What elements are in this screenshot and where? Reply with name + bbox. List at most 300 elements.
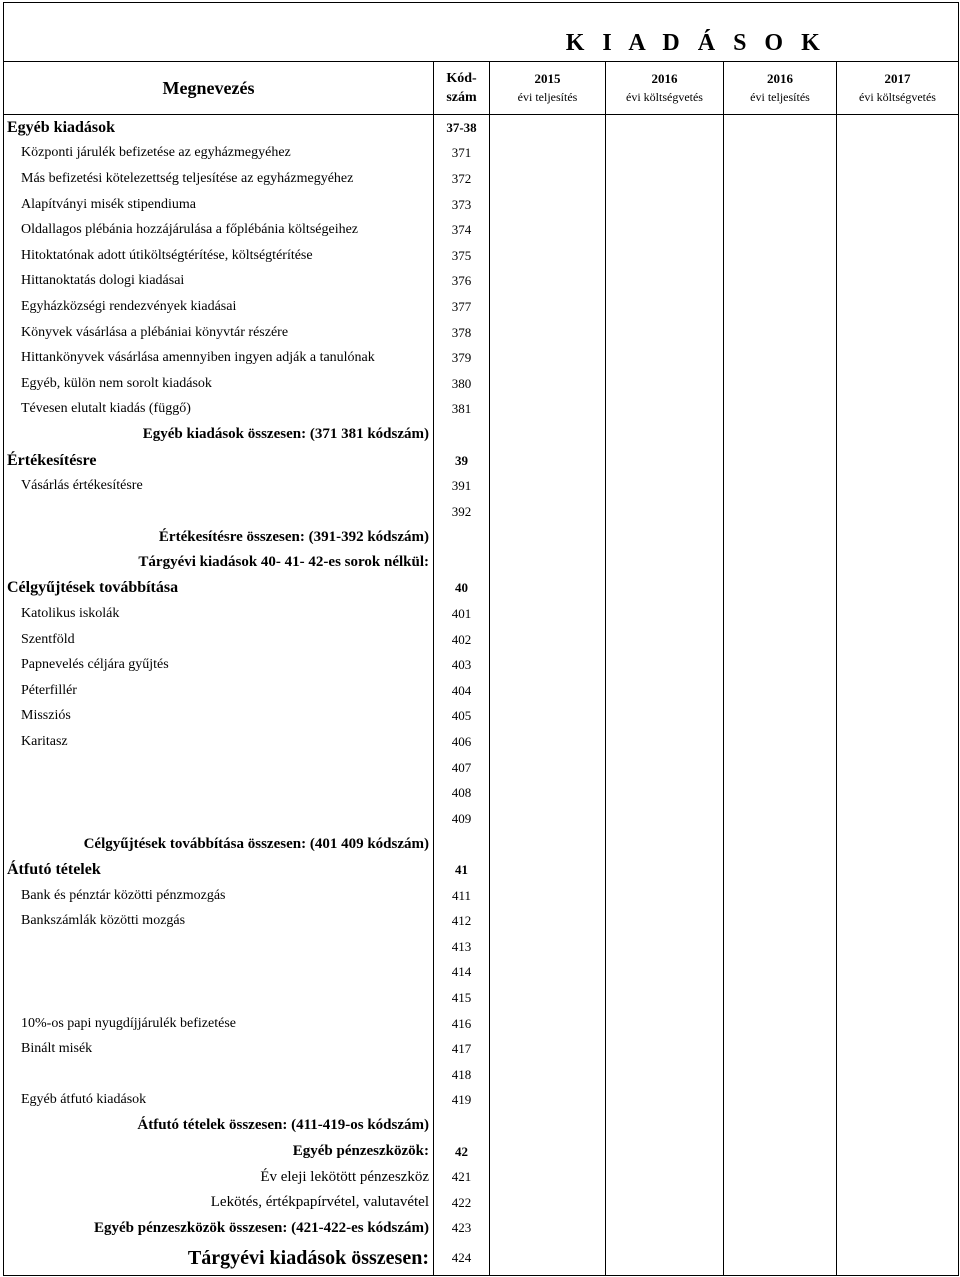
value-cell[interactable] [490, 1036, 606, 1062]
value-cell[interactable] [724, 1113, 837, 1139]
section-row [4, 857, 959, 883]
table-row [4, 473, 959, 499]
row-label: Egyéb, külön nem sorolt kiadások [4, 371, 434, 397]
value-cell[interactable] [606, 397, 724, 423]
value-cell[interactable] [837, 627, 959, 653]
value-cell[interactable] [724, 141, 837, 167]
row-label [4, 499, 434, 525]
value-cell[interactable] [837, 857, 959, 883]
value-cell[interactable] [606, 448, 724, 474]
total-row [4, 422, 959, 448]
row-label: Missziós [4, 704, 434, 730]
code-cell: 392 [434, 499, 490, 525]
row-label: Karitasz [4, 729, 434, 755]
value-cell[interactable] [490, 294, 606, 320]
code-cell: 409 [434, 806, 490, 832]
row-label [4, 985, 434, 1011]
column-year: 2015 [534, 71, 561, 86]
value-cell[interactable] [724, 908, 837, 934]
code-cell: 377 [434, 294, 490, 320]
expenses-table [3, 2, 959, 1276]
value-cell[interactable] [606, 1164, 724, 1190]
table-row [4, 780, 959, 806]
row-label: Egyéb átfutó kiadások [4, 1088, 434, 1114]
value-cell[interactable] [837, 729, 959, 755]
value-cell[interactable] [490, 1011, 606, 1037]
value-cell[interactable] [837, 499, 959, 525]
table-row [4, 192, 959, 218]
value-cell[interactable] [724, 550, 837, 576]
value-cell[interactable] [837, 320, 959, 346]
value-cell[interactable] [490, 960, 606, 986]
value-cell[interactable] [724, 1088, 837, 1114]
value-cell[interactable] [724, 473, 837, 499]
row-label: Vásárlás értékesítésre [4, 473, 434, 499]
value-cell[interactable] [837, 678, 959, 704]
value-cell[interactable] [837, 217, 959, 243]
value-cell[interactable] [606, 1088, 724, 1114]
code-cell: 421 [434, 1164, 490, 1190]
code-cell: 408 [434, 780, 490, 806]
value-cell[interactable] [837, 601, 959, 627]
section-row [4, 448, 959, 474]
code-cell: 407 [434, 755, 490, 781]
value-cell[interactable] [837, 960, 959, 986]
value-cell[interactable] [606, 320, 724, 346]
section-row [4, 576, 959, 602]
row-label: Könyvek vásárlása a plébániai könyvtár részére [4, 320, 434, 346]
table-row [4, 294, 959, 320]
value-cell[interactable] [837, 166, 959, 192]
value-cell[interactable] [490, 985, 606, 1011]
value-cell[interactable] [724, 397, 837, 423]
title-row [4, 3, 959, 62]
row-label: Papnevelés céljára gyűjtés [4, 652, 434, 678]
value-cell[interactable] [490, 780, 606, 806]
value-cell[interactable] [606, 704, 724, 730]
code-cell: 418 [434, 1062, 490, 1088]
value-cell[interactable] [490, 704, 606, 730]
value-cell[interactable] [724, 243, 837, 269]
value-cell[interactable] [606, 960, 724, 986]
code-cell: 405 [434, 704, 490, 730]
value-cell[interactable] [724, 320, 837, 346]
row-label: Központi járulék befizetése az egyházmegyéhez [4, 141, 434, 167]
code-cell: 37-38 [434, 115, 490, 141]
value-cell[interactable] [606, 269, 724, 295]
value-cell[interactable] [490, 243, 606, 269]
value-cell[interactable] [724, 1062, 837, 1088]
value-cell[interactable] [606, 1113, 724, 1139]
value-cell[interactable] [724, 934, 837, 960]
value-cell[interactable] [490, 371, 606, 397]
value-cell[interactable] [724, 627, 837, 653]
value-cell[interactable] [724, 1011, 837, 1037]
value-cell[interactable] [724, 780, 837, 806]
value-cell[interactable] [837, 755, 959, 781]
table-row [4, 729, 959, 755]
column-label: évi teljesítés [517, 90, 578, 104]
row-label: 10%-os papi nyugdíjjárulék befizetése [4, 1011, 434, 1037]
value-cell[interactable] [837, 1036, 959, 1062]
value-cell[interactable] [606, 345, 724, 371]
value-cell[interactable] [606, 652, 724, 678]
value-cell[interactable] [490, 1113, 606, 1139]
section-title: Átfutó tételek [4, 857, 434, 883]
value-cell[interactable] [490, 1216, 606, 1242]
value-cell[interactable] [490, 678, 606, 704]
table-row [4, 627, 959, 653]
value-cell[interactable] [490, 550, 606, 576]
code-cell: 423 [434, 1216, 490, 1242]
code-cell: 376 [434, 269, 490, 295]
value-cell[interactable] [490, 883, 606, 909]
column-header-2017-budget [837, 62, 959, 115]
table-row [4, 1011, 959, 1037]
value-cell[interactable] [490, 115, 606, 141]
table-row [4, 883, 959, 909]
table-row [4, 908, 959, 934]
table-row [4, 243, 959, 269]
value-cell[interactable] [606, 166, 724, 192]
code-cell: 375 [434, 243, 490, 269]
value-cell[interactable] [606, 473, 724, 499]
value-cell[interactable] [837, 832, 959, 858]
row-label: Hittanoktatás dologi kiadásai [4, 269, 434, 295]
value-cell[interactable] [606, 601, 724, 627]
value-cell[interactable] [490, 448, 606, 474]
row-label: Oldallagos plébánia hozzájárulása a főplébánia költségeihez [4, 217, 434, 243]
value-cell[interactable] [606, 371, 724, 397]
value-cell[interactable] [837, 473, 959, 499]
code-cell: 406 [434, 729, 490, 755]
value-cell[interactable] [724, 166, 837, 192]
value-cell[interactable] [606, 1190, 724, 1216]
code-header-line2: szám [446, 90, 477, 105]
value-cell[interactable] [837, 550, 959, 576]
value-cell[interactable] [724, 704, 837, 730]
code-cell: 413 [434, 934, 490, 960]
row-label: Egyéb pénzeszközök összesen: (421-422-es kódszám) [4, 1216, 434, 1242]
value-cell[interactable] [606, 985, 724, 1011]
code-cell [434, 550, 490, 576]
row-label: Péterfillér [4, 678, 434, 704]
value-cell[interactable] [837, 345, 959, 371]
table-row [4, 141, 959, 167]
code-cell: 422 [434, 1190, 490, 1216]
value-cell[interactable] [837, 525, 959, 551]
code-cell: 404 [434, 678, 490, 704]
row-label: Tévesen elutalt kiadás (függő) [4, 397, 434, 423]
value-cell[interactable] [490, 576, 606, 602]
value-cell[interactable] [724, 115, 837, 141]
value-cell[interactable] [606, 1011, 724, 1037]
row-label: Katolikus iskolák [4, 601, 434, 627]
value-cell[interactable] [837, 576, 959, 602]
row-label [4, 806, 434, 832]
page-title: K I A D Á S O K [434, 3, 959, 62]
value-cell[interactable] [490, 217, 606, 243]
value-cell[interactable] [606, 294, 724, 320]
table-row [4, 1036, 959, 1062]
value-cell[interactable] [837, 652, 959, 678]
row-label: Hitoktatónak adott útiköltségtérítése, költségtérítése [4, 243, 434, 269]
value-cell[interactable] [606, 217, 724, 243]
value-cell[interactable] [837, 269, 959, 295]
value-cell[interactable] [837, 141, 959, 167]
table-row [4, 166, 959, 192]
code-cell: 380 [434, 371, 490, 397]
value-cell[interactable] [606, 832, 724, 858]
table-row [4, 806, 959, 832]
table-row [4, 1088, 959, 1114]
value-cell[interactable] [606, 678, 724, 704]
value-cell[interactable] [724, 345, 837, 371]
value-cell[interactable] [837, 1164, 959, 1190]
value-cell[interactable] [837, 192, 959, 218]
name-column-header: Megnevezés [4, 62, 434, 115]
value-cell[interactable] [606, 525, 724, 551]
value-cell[interactable] [490, 755, 606, 781]
value-cell[interactable] [837, 1241, 959, 1276]
value-cell[interactable] [837, 1216, 959, 1242]
header-row [4, 62, 959, 115]
value-cell[interactable] [837, 704, 959, 730]
table-row [4, 1062, 959, 1088]
value-cell[interactable] [490, 1088, 606, 1114]
code-cell: 402 [434, 627, 490, 653]
value-cell[interactable] [724, 832, 837, 858]
table-row [4, 371, 959, 397]
value-cell[interactable] [837, 397, 959, 423]
column-label: évi teljesítés [750, 90, 810, 104]
code-cell: 424 [434, 1241, 490, 1276]
value-cell[interactable] [724, 960, 837, 986]
code-cell: 378 [434, 320, 490, 346]
value-cell[interactable] [724, 755, 837, 781]
section-title: Értékesítésre [4, 448, 434, 474]
value-cell[interactable] [606, 192, 724, 218]
value-cell[interactable] [490, 857, 606, 883]
value-cell[interactable] [837, 1062, 959, 1088]
value-cell[interactable] [724, 857, 837, 883]
row-label: Értékesítésre összesen: (391-392 kódszám) [4, 525, 434, 551]
value-cell[interactable] [837, 883, 959, 909]
table-row [4, 1164, 959, 1190]
value-cell[interactable] [606, 883, 724, 909]
value-cell[interactable] [490, 141, 606, 167]
column-header-2016-actual [724, 62, 837, 115]
row-label: Átfutó tételek összesen: (411-419-os kódszám) [4, 1113, 434, 1139]
value-cell[interactable] [606, 806, 724, 832]
value-cell[interactable] [606, 1241, 724, 1276]
row-label: Lekötés, értékpapírvétel, valutavétel [4, 1190, 434, 1216]
code-cell: 42 [434, 1139, 490, 1165]
total-row [4, 550, 959, 576]
value-cell[interactable] [490, 934, 606, 960]
value-cell[interactable] [490, 166, 606, 192]
value-cell[interactable] [606, 243, 724, 269]
value-cell[interactable] [724, 678, 837, 704]
value-cell[interactable] [490, 1139, 606, 1165]
value-cell[interactable] [490, 397, 606, 423]
value-cell[interactable] [490, 192, 606, 218]
row-label [4, 780, 434, 806]
value-cell[interactable] [724, 985, 837, 1011]
value-cell[interactable] [606, 115, 724, 141]
value-cell[interactable] [606, 857, 724, 883]
value-cell[interactable] [724, 1139, 837, 1165]
value-cell[interactable] [724, 652, 837, 678]
value-cell[interactable] [724, 1241, 837, 1276]
row-label: Szentföld [4, 627, 434, 653]
table-row [4, 217, 959, 243]
value-cell[interactable] [724, 269, 837, 295]
value-cell[interactable] [837, 780, 959, 806]
value-cell[interactable] [724, 525, 837, 551]
code-cell: 416 [434, 1011, 490, 1037]
value-cell[interactable] [837, 1113, 959, 1139]
row-label: Hittankönyvek vásárlása amennyiben ingyen adják a tanulónak [4, 345, 434, 371]
value-cell[interactable] [724, 1164, 837, 1190]
value-cell[interactable] [490, 908, 606, 934]
value-cell[interactable] [606, 934, 724, 960]
value-cell[interactable] [724, 422, 837, 448]
column-label: évi költségvetés [626, 90, 703, 104]
value-cell[interactable] [724, 576, 837, 602]
table-row [4, 678, 959, 704]
value-cell[interactable] [837, 115, 959, 141]
value-cell[interactable] [724, 1216, 837, 1242]
code-header-line1: Kód- [446, 71, 477, 86]
value-cell[interactable] [606, 755, 724, 781]
code-cell [434, 832, 490, 858]
table-row [4, 269, 959, 295]
value-cell[interactable] [490, 601, 606, 627]
value-cell[interactable] [490, 422, 606, 448]
value-cell[interactable] [724, 294, 837, 320]
value-cell[interactable] [606, 1062, 724, 1088]
value-cell[interactable] [724, 448, 837, 474]
value-cell[interactable] [490, 627, 606, 653]
value-cell[interactable] [837, 371, 959, 397]
value-cell[interactable] [724, 192, 837, 218]
code-cell: 379 [434, 345, 490, 371]
value-cell[interactable] [606, 1036, 724, 1062]
value-cell[interactable] [837, 1011, 959, 1037]
value-cell[interactable] [606, 499, 724, 525]
value-cell[interactable] [724, 1036, 837, 1062]
value-cell[interactable] [837, 448, 959, 474]
value-cell[interactable] [606, 422, 724, 448]
row-label [4, 1062, 434, 1088]
value-cell[interactable] [490, 1062, 606, 1088]
value-cell[interactable] [606, 1216, 724, 1242]
value-cell[interactable] [606, 550, 724, 576]
value-cell[interactable] [490, 345, 606, 371]
row-label: Egyéb pénzeszközök: [4, 1139, 434, 1165]
value-cell[interactable] [490, 1241, 606, 1276]
value-cell[interactable] [490, 806, 606, 832]
row-label: Tárgyévi kiadások összesen: [4, 1241, 434, 1276]
value-cell[interactable] [490, 473, 606, 499]
row-label: Alapítványi misék stipendiuma [4, 192, 434, 218]
code-column-header [434, 62, 490, 115]
value-cell[interactable] [837, 243, 959, 269]
row-label: Egyházközségi rendezvények kiadásai [4, 294, 434, 320]
section-title: Egyéb kiadások [4, 115, 434, 141]
value-cell[interactable] [837, 985, 959, 1011]
value-cell[interactable] [724, 729, 837, 755]
column-label: évi költségvetés [859, 90, 936, 104]
value-cell[interactable] [724, 371, 837, 397]
row-label: Más befizetési kötelezettség teljesítése az egyházmegyéhez [4, 166, 434, 192]
value-cell[interactable] [724, 217, 837, 243]
value-cell[interactable] [490, 729, 606, 755]
value-cell[interactable] [837, 422, 959, 448]
value-cell[interactable] [490, 652, 606, 678]
value-cell[interactable] [490, 1164, 606, 1190]
code-cell: 401 [434, 601, 490, 627]
code-cell: 403 [434, 652, 490, 678]
code-cell: 373 [434, 192, 490, 218]
total-row [4, 1216, 959, 1242]
code-cell: 39 [434, 448, 490, 474]
value-cell[interactable] [606, 141, 724, 167]
table-row [4, 652, 959, 678]
value-cell[interactable] [606, 576, 724, 602]
value-cell[interactable] [490, 320, 606, 346]
value-cell[interactable] [837, 934, 959, 960]
row-label: Célgyűjtések továbbítása összesen: (401 409 kódszám) [4, 832, 434, 858]
value-cell[interactable] [837, 1139, 959, 1165]
row-label: Binált misék [4, 1036, 434, 1062]
value-cell[interactable] [724, 601, 837, 627]
row-label: Év eleji lekötött pénzeszköz [4, 1164, 434, 1190]
value-cell[interactable] [490, 525, 606, 551]
value-cell[interactable] [724, 806, 837, 832]
value-cell[interactable] [490, 269, 606, 295]
code-cell: 415 [434, 985, 490, 1011]
value-cell[interactable] [724, 1190, 837, 1216]
row-label: Bank és pénztár közötti pénzmozgás [4, 883, 434, 909]
value-cell[interactable] [837, 294, 959, 320]
value-cell[interactable] [606, 908, 724, 934]
value-cell[interactable] [837, 908, 959, 934]
code-cell: 419 [434, 1088, 490, 1114]
value-cell[interactable] [606, 780, 724, 806]
table-row [4, 499, 959, 525]
value-cell[interactable] [724, 883, 837, 909]
row-label [4, 755, 434, 781]
value-cell[interactable] [490, 499, 606, 525]
table-row [4, 345, 959, 371]
row-label [4, 960, 434, 986]
table-row [4, 320, 959, 346]
table-row [4, 755, 959, 781]
value-cell[interactable] [490, 832, 606, 858]
value-cell[interactable] [606, 1139, 724, 1165]
value-cell[interactable] [606, 729, 724, 755]
value-cell[interactable] [837, 1088, 959, 1114]
total-row [4, 1139, 959, 1165]
value-cell[interactable] [724, 499, 837, 525]
value-cell[interactable] [837, 1190, 959, 1216]
table-row [4, 1241, 959, 1276]
value-cell[interactable] [606, 627, 724, 653]
value-cell[interactable] [837, 806, 959, 832]
value-cell[interactable] [490, 1190, 606, 1216]
